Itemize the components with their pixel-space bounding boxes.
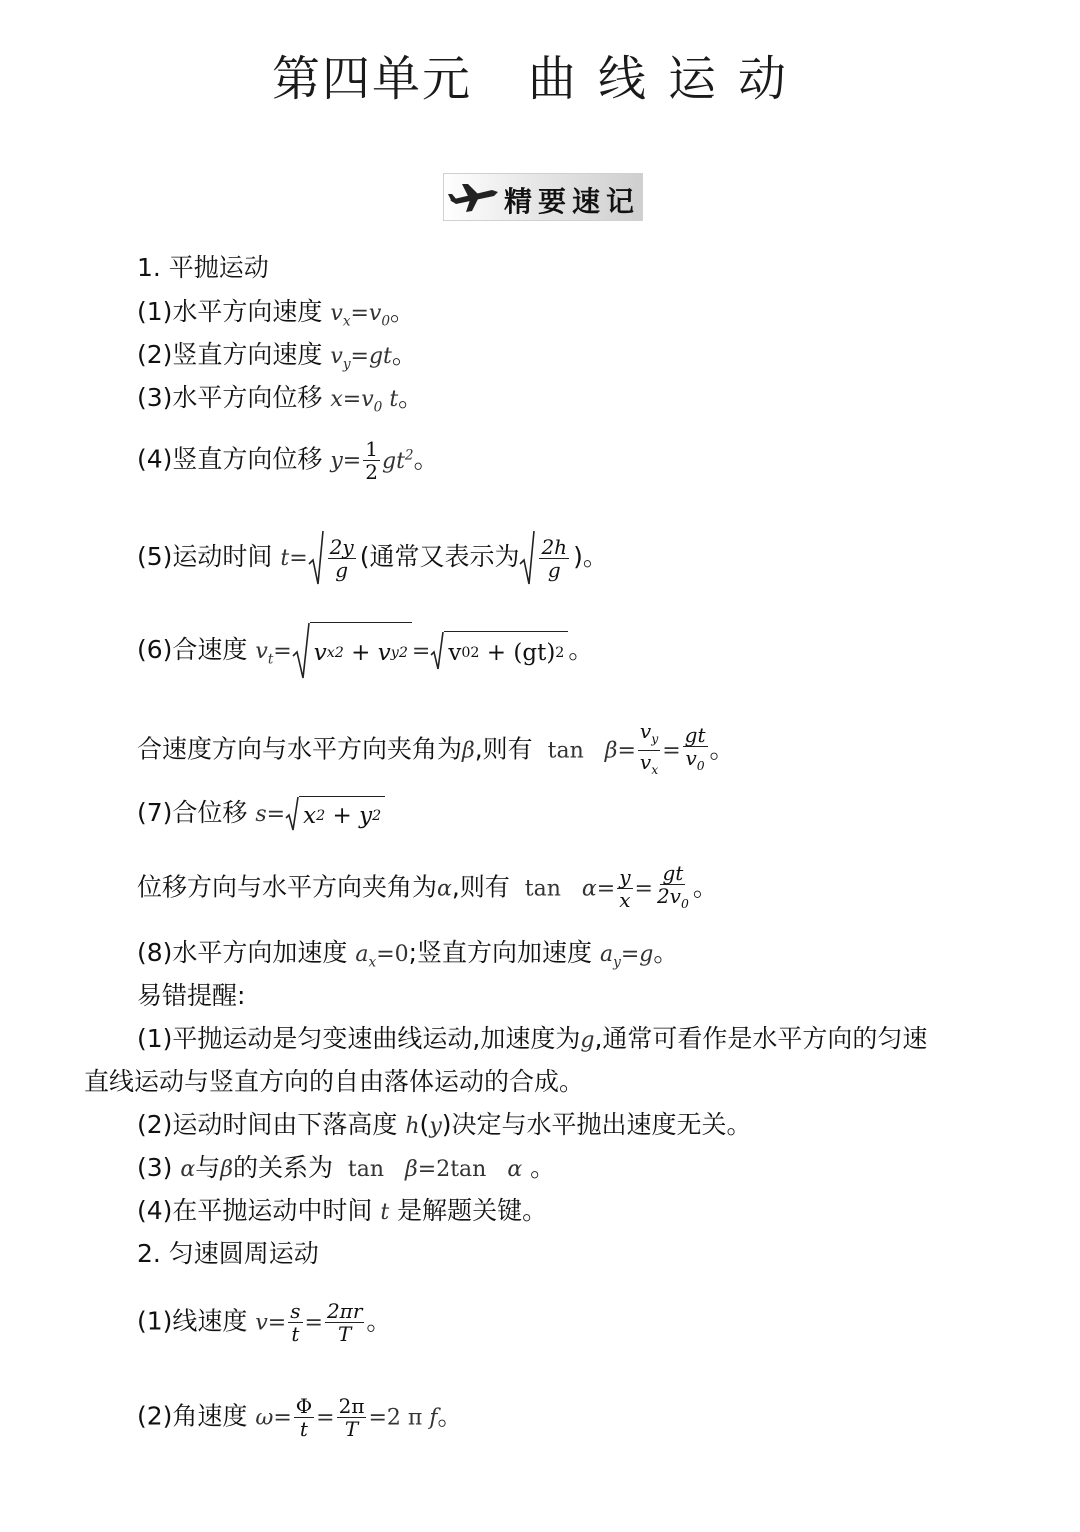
tip-1-cont: 直线运动与竖直方向的自由落体运动的合成。 xyxy=(84,1067,585,1096)
line-7b: 位移方向与水平方向夹角为α,则有 tan α= $\frac{y}{x}$ = $\frac{gt}{2v_0}$ 。 xyxy=(137,862,718,915)
sqrt-2h-g: $\frac{2h}{g}$ xyxy=(519,530,573,586)
frac-vy-vx: $\frac{v_y}{v_x}$ xyxy=(639,719,659,777)
line-4: (4)竖直方向位移 y= $\frac{1}{2}$ $gt^2$。 xyxy=(137,437,439,484)
line-6b: 合速度方向与水平方向夹角为β,则有 tan β= $\frac{v_y}{v_x}$ = $\frac{gt}{v_0}$ 。 xyxy=(137,720,735,781)
section-banner xyxy=(443,173,643,221)
banner-label: 精要速记 xyxy=(504,185,641,218)
section-1-heading: 1. 平抛运动 xyxy=(137,253,269,282)
circ-line-1: (1)线速度 v= $\frac{s}{t}$ = $\frac{2\pi r}{T}$ 。 xyxy=(137,1299,392,1346)
tip-4: (4)在平抛运动中时间 t 是解题关键。 xyxy=(137,1196,548,1225)
frac-gt-v0: $\frac{gt}{v_0}$ xyxy=(684,723,706,773)
frac-2pi-T: $\frac{2\pi}{T}$ xyxy=(338,1394,365,1441)
formula-vy: $v_y=gt$ xyxy=(330,344,392,373)
frac-gt-2v0: $\frac{gt}{2v_0}$ xyxy=(656,861,689,911)
sqrt-v0-gt: v 0 2 + (gt) 2 xyxy=(430,631,568,671)
line-1: (1)水平方向速度 $v_x=v_0$。 xyxy=(137,297,416,330)
line-2: (2)竖直方向速度 $v_y=gt$。 xyxy=(137,340,417,373)
line-7: (7)合位移 s= x 2 + y 2 xyxy=(137,796,385,832)
frac-y-x: $\frac{y}{x}$ xyxy=(619,865,631,912)
frac-2pir-T: $\frac{2\pi r}{T}$ xyxy=(326,1299,363,1346)
line-6: (6)合速度 $v_t=$ v x 2 + v y 2 = v 0 2 + (gt) 2 。 xyxy=(137,622,593,680)
frac-phi-t: $\frac{\Phi}{t}$ xyxy=(295,1394,313,1441)
title-part2: 曲线运动 xyxy=(528,51,809,107)
formula-y: y= xyxy=(330,448,362,474)
page-title xyxy=(0,40,1080,109)
formula-x: $x=v_0$ t xyxy=(330,387,399,416)
sqrt-x-y: x 2 + y 2 xyxy=(285,796,385,832)
airplane-icon xyxy=(448,180,500,214)
frac-s-t: $\frac{s}{t}$ xyxy=(290,1299,301,1346)
section-2-heading: 2. 匀速圆周运动 xyxy=(137,1239,319,1268)
tip-2: (2)运动时间由下落高度 h(y)决定与水平抛出速度无关。 xyxy=(137,1110,752,1139)
tips-heading: 易错提醒: xyxy=(137,981,246,1010)
sqrt-2y-g: $\frac{2y}{g}$ xyxy=(308,530,360,586)
sqrt-vx-vy: v x 2 + v y 2 xyxy=(292,622,412,680)
tip-3: (3) α与β的关系为 tan β=2tan α 。 xyxy=(137,1153,556,1182)
title-part1: 第四单元 xyxy=(271,51,472,107)
line-8: (8)水平方向加速度 $a_x=0$;竖直方向加速度 $a_y=g$。 xyxy=(137,938,679,971)
line-5: (5)运动时间 t= $\frac{2y}{g}$ (通常又表示为 $\frac{2h}{g}$ )。 xyxy=(137,530,608,586)
frac-half: $\frac{1}{2}$ xyxy=(365,437,378,484)
formula-vx: $v_x=v_0$ xyxy=(330,301,391,330)
circ-line-2: (2)角速度 ω= $\frac{\Phi}{t}$ = $\frac{2\pi}{T}$ =2 π f。 xyxy=(137,1394,463,1441)
tip-1: (1)平抛运动是匀变速曲线运动,加速度为g,通常可看作是水平方向的匀速 xyxy=(137,1024,928,1053)
line-3: (3)水平方向位移 $x=v_0$ t。 xyxy=(137,383,424,416)
